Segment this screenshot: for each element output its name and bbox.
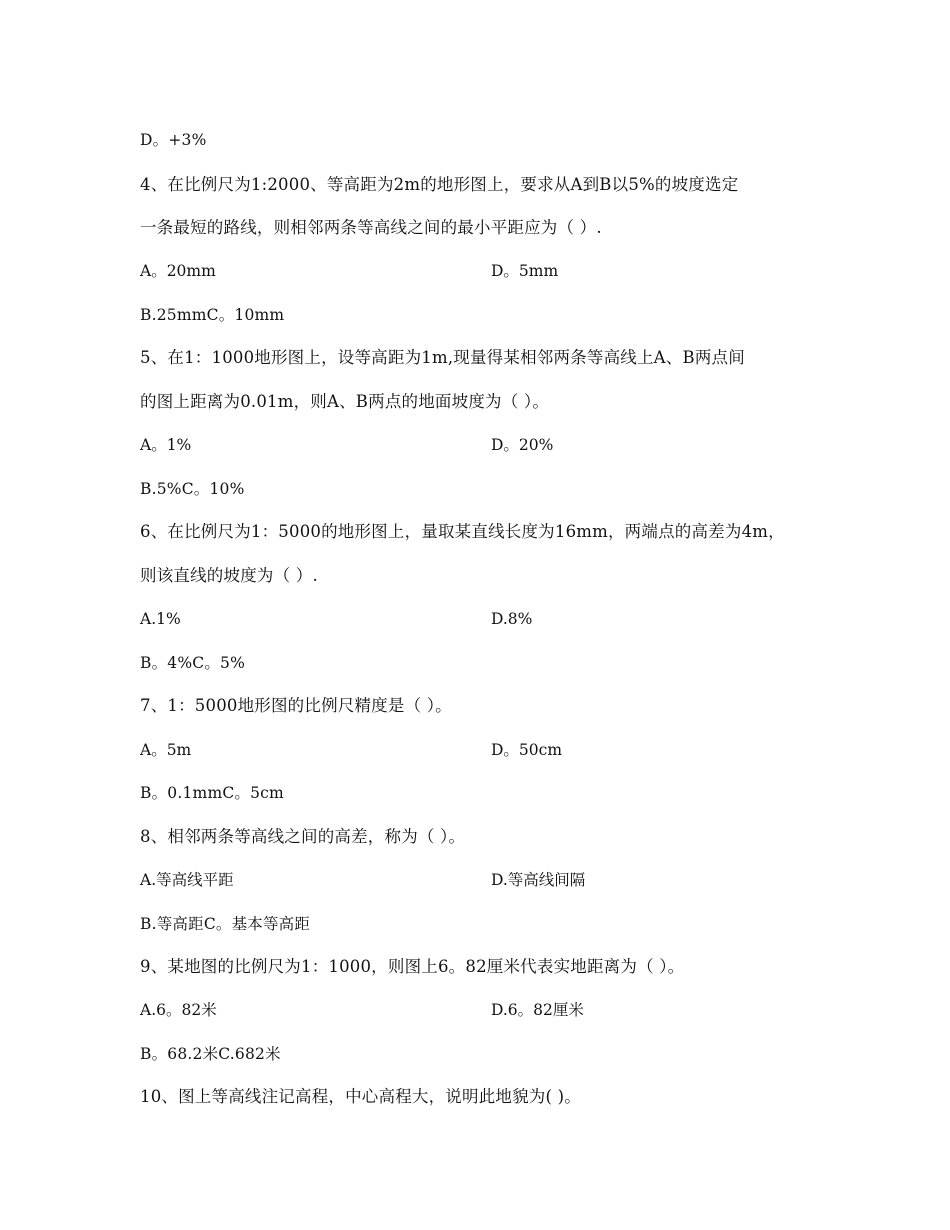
question-6-options-row bbox=[140, 609, 840, 629]
question-6-line-2: 则该直线的坡度为（ ）. bbox=[140, 566, 318, 585]
question-7-option-a: A。5m bbox=[140, 741, 192, 759]
question-6-option-d: D.8% bbox=[491, 610, 533, 628]
question-6-options-bc: B。4%C。5% bbox=[140, 654, 246, 672]
question-5-line-2: 的图上距离为0.01m，则A、B两点的地面坡度为（ ）。 bbox=[140, 392, 550, 411]
question-9-options-bc: B。68.2米C.682米 bbox=[140, 1045, 281, 1063]
question-4-option-d: D。5mm bbox=[491, 262, 559, 280]
question-7-option-d: D。50cm bbox=[491, 741, 563, 759]
question-4-line-1: 4、在比例尺为1:2000、等高距为2m的地形图上，要求从A到B以5%的坡度选定 bbox=[140, 175, 739, 194]
question-4-option-a: A。20mm bbox=[140, 262, 216, 280]
question-4-options-bc: B.25mmC。10mm bbox=[140, 306, 285, 324]
question-4-line-2: 一条最短的路线，则相邻两条等高线之间的最小平距应为（ ）. bbox=[140, 218, 602, 237]
question-5-options-bc: B.5%C。10% bbox=[140, 480, 245, 498]
question-9-options-row bbox=[140, 1000, 840, 1020]
question-8-options-bc: B.等高距C。基本等高距 bbox=[140, 915, 311, 933]
question-8-option-a: A.等高线平距 bbox=[140, 871, 234, 889]
question-9-line-1: 9、某地图的比例尺为1：1000，则图上6。82厘米代表实地距离为（ ）。 bbox=[140, 957, 685, 976]
question-5-option-d: D。20% bbox=[491, 436, 554, 454]
question-7-line-1: 7、1：5000地形图的比例尺精度是（ ）。 bbox=[140, 696, 452, 715]
question-4-options-row bbox=[140, 261, 840, 281]
question-9-option-a: A.6。82米 bbox=[140, 1001, 217, 1019]
question-5-line-1: 5、在1：1000地形图上，设等高距为1m,现量得某相邻两条等高线上A、B两点间 bbox=[140, 348, 745, 367]
question-6-option-a: A.1% bbox=[140, 610, 181, 628]
question-9-option-d: D.6。82厘米 bbox=[491, 1001, 584, 1019]
question-7-options-row bbox=[140, 740, 840, 760]
question-8-line-1: 8、相邻两条等高线之间的高差，称为（ ）。 bbox=[140, 827, 466, 846]
question-8-options-row bbox=[140, 870, 840, 890]
question-6-line-1: 6、在比例尺为1：5000的地形图上，量取某直线长度为16mm，两端点的高差为4m， bbox=[140, 522, 785, 541]
question-5-options-row bbox=[140, 435, 840, 455]
question-10-line-1: 10、图上等高线注记高程，中心高程大，说明此地貌为( )。 bbox=[140, 1087, 581, 1106]
question-7-options-bc: B。0.1mmC。5cm bbox=[140, 784, 284, 802]
question-8-option-d: D.等高线间隔 bbox=[491, 871, 586, 889]
question-5-option-a: A。1% bbox=[140, 436, 192, 454]
option-d-q3: D。+3% bbox=[140, 131, 207, 149]
